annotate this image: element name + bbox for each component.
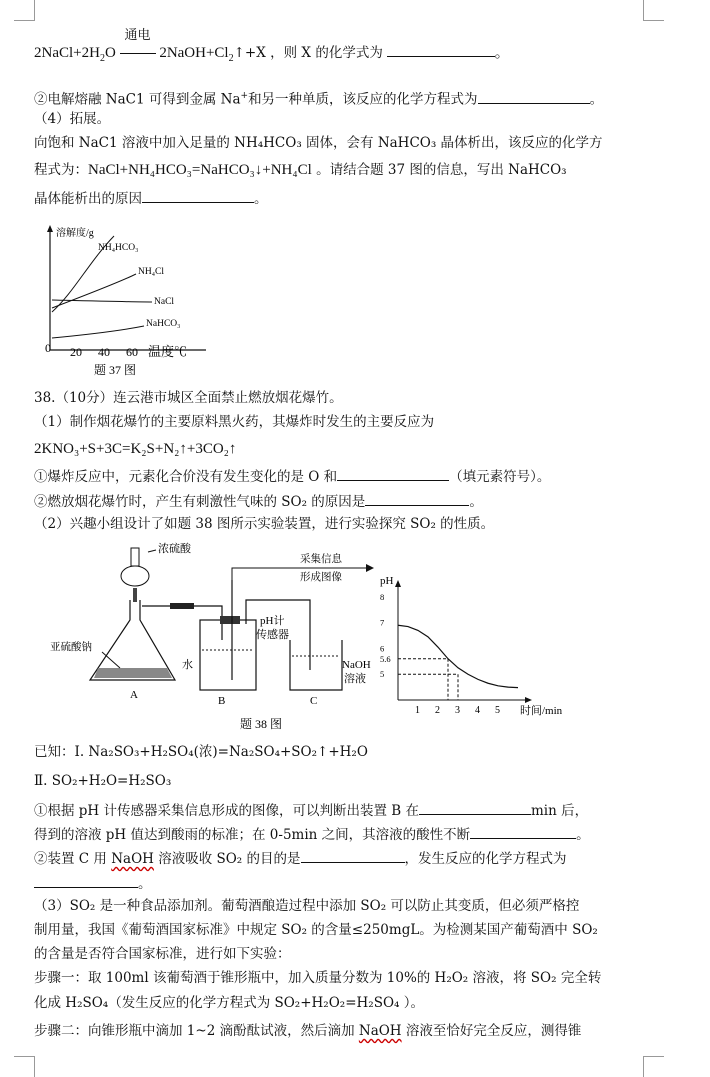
crop-mark-top-right	[643, 0, 664, 21]
electrolysis-equation	[34, 27, 510, 69]
label-water: 水	[182, 659, 193, 671]
condition-label: 通电	[124, 27, 151, 42]
curve-label-nacl: NaCl	[154, 297, 175, 307]
question-line: （2）兴趣小组设计了如题 38 图所示实验装置，进行实验探究 SO₂ 的性质。	[34, 516, 495, 532]
answer-blank[interactable]	[470, 824, 576, 839]
separatory-funnel	[121, 566, 149, 586]
curve-nh4cl	[52, 274, 136, 308]
question-line	[34, 466, 550, 487]
known-reaction-2: Ⅱ. SO₂+H₂O=H₂SO₃	[34, 773, 172, 789]
text: ②电解熔融 NaC1 可得到金属 Na	[34, 91, 241, 108]
text: ②装置 C 用	[34, 851, 112, 867]
answer-blank[interactable]	[337, 466, 449, 481]
ph-y-tick: 8	[380, 591, 385, 602]
curve-label-nh4hco3: NH₄HCO₃	[98, 243, 139, 253]
ph-x-arrow	[525, 697, 532, 703]
signal-arrow	[366, 564, 374, 572]
leader-line	[148, 550, 156, 552]
figure-37-solubility-chart	[34, 222, 234, 382]
reaction-equation: NaCl+NH₄HCO₃=NaHCO₃↓+NH₄Cl	[88, 162, 312, 178]
punct: 。	[469, 494, 483, 510]
text: 得到的溶液 pH 值达到酸雨的标准；在 0-5min 之间，其溶液的酸性不断	[34, 827, 471, 843]
figure-38-apparatus	[50, 540, 590, 740]
answer-blank[interactable]	[419, 800, 531, 815]
text: min 后，	[531, 803, 589, 819]
question-line: 步骤一：取 100ml 该葡萄酒于锥形瓶中，加入质量分数为 10%的 H₂O₂ 溶液，将 SO₂ 完全转	[34, 970, 602, 986]
ph-x-tick: 3	[455, 705, 460, 716]
label-form-image: 形成图像	[300, 572, 342, 583]
label-a: A	[130, 689, 138, 701]
text: ②燃放烟花爆竹时，产生有刺激性气味的 SO₂ 的原因是	[34, 494, 366, 510]
x-tick: 0	[45, 341, 51, 355]
time-axis-label: 时间/min	[520, 705, 563, 717]
answer-blank[interactable]	[142, 188, 254, 203]
ph-y-tick: 7	[380, 617, 385, 628]
question-line: 化成 H₂SO₄（发生反应的化学方程式为 SO₂+H₂O₂=H₂SO₄ ）。	[34, 995, 424, 1011]
question-line	[34, 873, 152, 894]
crop-mark-bottom-right	[643, 1056, 664, 1077]
label-sodium-sulfite: 亚硫酸钠	[50, 642, 92, 653]
funnel-neck	[131, 548, 139, 566]
label-b: B	[218, 695, 226, 707]
curve-label-nahco3: NaHCO₃	[146, 319, 181, 329]
eq-part: 2NaCl+2H	[34, 45, 100, 61]
text: 。请结合题 37 图的信息，写出 NaHCO₃	[316, 162, 567, 178]
funnel-stem	[133, 588, 137, 602]
y-axis-label: 溶解度/g	[56, 228, 94, 239]
stopper-b	[220, 616, 240, 624]
beaker-c	[290, 640, 342, 690]
x-axis-label: 温度℃	[148, 344, 188, 359]
label-concentrated-sulfuric-acid: 浓硫酸	[158, 543, 191, 555]
label-collect-info: 采集信息	[300, 554, 342, 565]
punct: 。	[589, 91, 604, 108]
text: （填元素符号）。	[449, 469, 551, 485]
x-tick: 60	[126, 345, 138, 359]
text: 和另一种单质，该反应的化学方程式为	[248, 91, 478, 108]
question-line	[34, 800, 588, 821]
answer-blank[interactable]	[34, 873, 138, 888]
reaction-equation: 2KNO₃+S+3C=K₂S+N₂↑+3CO₂↑	[34, 441, 237, 457]
question-line: 制用量，我国《葡萄酒国家标准》中规定 SO₂ 的含量≤250mgL。为检测某国产葡萄酒中 SO₂	[34, 922, 598, 938]
eq-part: 2NaOH+Cl	[159, 45, 229, 61]
ph-axis-label: pH	[380, 575, 394, 587]
text: ，发生反应的化学方程式为	[404, 851, 567, 867]
label-solution: 溶液	[344, 673, 366, 685]
punct: 。	[138, 876, 152, 892]
text: 步骤二：向锥形瓶中滴加 1~2 滴酚酞试液，然后滴加	[34, 1023, 359, 1039]
ph-time-chart	[380, 575, 563, 717]
text: ①根据 pH 计传感器采集信息形成的图像，可以判断出装置 B 在	[34, 803, 419, 819]
ph-x-tick: 2	[435, 705, 440, 716]
question-line	[34, 491, 483, 512]
question-line	[34, 1021, 581, 1041]
eq-part: O	[104, 45, 116, 61]
rubber-connector	[170, 603, 194, 609]
text: 程式为：	[34, 162, 88, 178]
delivery-tube-ab	[142, 606, 222, 640]
eq-sub: 2	[99, 53, 105, 64]
punct: 。	[494, 45, 510, 61]
punct: 。	[576, 827, 590, 843]
ph-y-tick: 5.6	[380, 653, 391, 664]
condition-bar	[120, 27, 156, 63]
question-line	[34, 188, 268, 209]
eq-sub: 2	[228, 53, 234, 64]
question-line: 向饱和 NaC1 溶液中加入足量的 NH₄HCO₃ 固体，会有 NaHCO₃ 晶体析出，该反应的化学方	[34, 135, 603, 151]
known-reaction-1: 已知：I. Na₂SO₃+H₂SO₄(浓)=Na₂SO₄+SO₂↑+H₂O	[34, 744, 368, 760]
naoh-word: NaOH	[111, 851, 154, 867]
answer-blank[interactable]	[301, 848, 405, 863]
section-heading: （4）拓展。	[34, 111, 111, 127]
question-heading: 38.（10分）连云港市城区全面禁止燃放烟花爆竹。	[34, 390, 343, 406]
sup: +	[240, 91, 249, 101]
answer-blank[interactable]	[478, 89, 590, 104]
y-axis-arrow	[47, 225, 53, 232]
question-line: （1）制作烟花爆竹的主要原料黑火药，其爆炸时发生的主要反应为	[34, 414, 435, 430]
x-tick: 20	[70, 345, 82, 359]
figure-caption: 题 38 图	[240, 717, 283, 731]
crop-mark-bottom-left	[14, 1056, 35, 1077]
eq-part: ↑+X ，则 X 的化学式为	[233, 45, 383, 61]
label-c: C	[310, 695, 318, 707]
answer-blank[interactable]	[365, 491, 469, 506]
question-line	[34, 86, 603, 110]
ph-y-tick: 6	[380, 643, 385, 654]
text: 溶液至恰好完全反应，测得锥	[401, 1023, 582, 1039]
curve-nacl	[52, 300, 152, 302]
label-naoh: NaOH	[342, 659, 371, 671]
question-line: （3）SO₂ 是一种食品添加剂。葡萄酒酿造过程中添加 SO₂ 可以防止其变质，但必须严格控	[34, 898, 580, 914]
punct: 。	[254, 191, 268, 207]
ph-curve	[398, 625, 518, 687]
question-line	[34, 160, 567, 180]
question-line	[34, 848, 567, 869]
ph-x-tick: 1	[415, 705, 420, 716]
label-ph-meter: pH计	[260, 615, 285, 627]
crop-mark-top-left	[14, 0, 35, 21]
bottle-b	[200, 620, 256, 690]
ph-x-tick: 4	[475, 705, 480, 716]
ph-y-tick: 5	[380, 669, 385, 680]
question-line	[34, 824, 590, 845]
label-sensor: 传感器	[256, 629, 289, 641]
curve-label-nh4cl: NH₄Cl	[138, 267, 165, 277]
leader-line	[102, 652, 120, 668]
answer-blank[interactable]	[387, 42, 495, 57]
curve-nahco3	[52, 326, 144, 338]
figure-caption: 题 37 图	[94, 363, 137, 377]
naoh-word: NaOH	[358, 1023, 402, 1039]
text: 溶液吸收 SO₂ 的目的是	[153, 851, 301, 867]
x-tick: 40	[98, 345, 110, 359]
sodium-sulfite-solid	[94, 668, 172, 678]
ph-x-tick: 5	[495, 705, 500, 716]
ph-y-arrow	[395, 580, 401, 587]
text: 晶体能析出的原因	[34, 191, 142, 207]
question-line: 的含量是否符合国家标准，进行如下实验：	[34, 946, 291, 962]
text: ①爆炸反应中，元素化合价没有发生变化的是 O 和	[34, 469, 338, 485]
